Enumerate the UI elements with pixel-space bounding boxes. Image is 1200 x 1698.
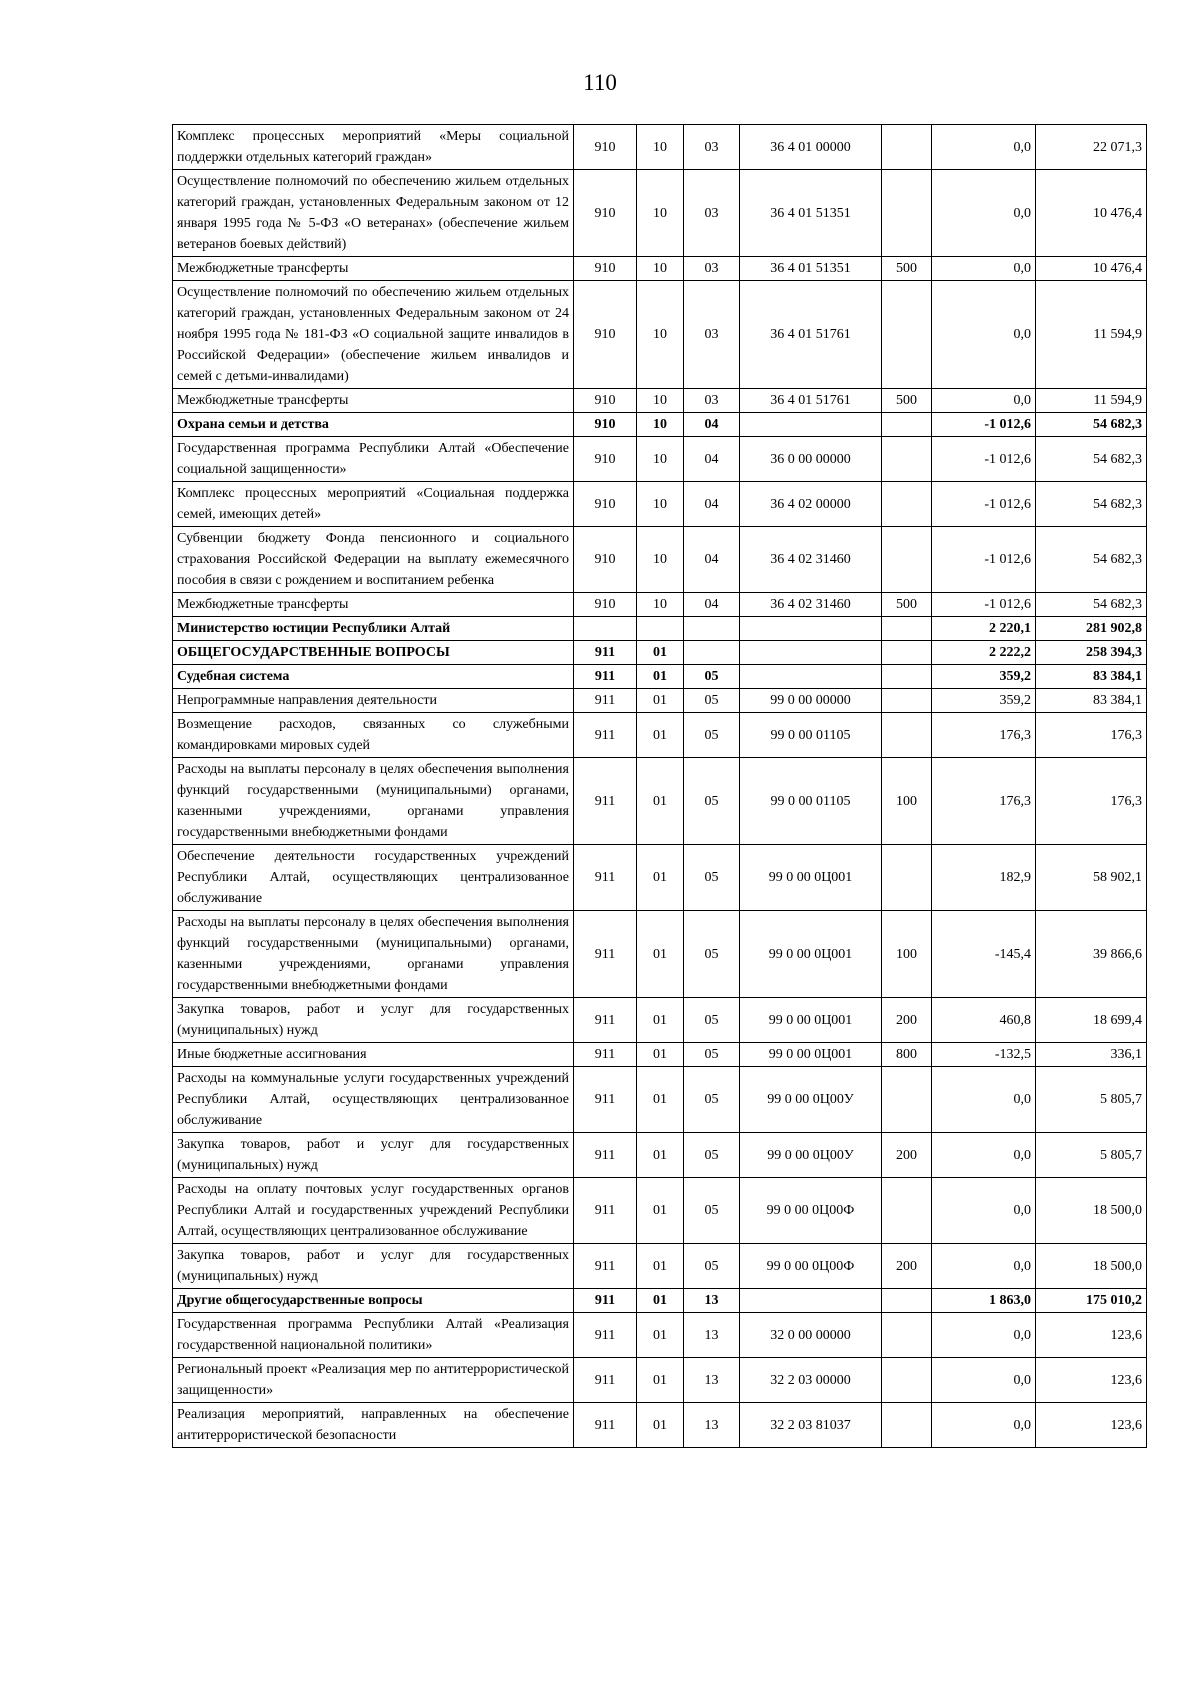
- ministry-code-cell: 910: [574, 389, 637, 413]
- subsection-code-cell: 13: [684, 1289, 740, 1313]
- amount-change-cell: -132,5: [932, 1043, 1036, 1067]
- table-row: [173, 257, 1147, 281]
- expense-type-code-cell: [882, 713, 932, 758]
- expense-type-code-cell: [882, 1358, 932, 1403]
- amount-change-cell: 0,0: [932, 281, 1036, 389]
- item-name-cell: Межбюджетные трансферты: [173, 593, 574, 617]
- expense-type-code-cell: 500: [882, 257, 932, 281]
- ministry-code-cell: [574, 617, 637, 641]
- ministry-code-cell: 910: [574, 482, 637, 527]
- amount-total-cell: 54 682,3: [1036, 593, 1147, 617]
- item-name-cell: Межбюджетные трансферты: [173, 257, 574, 281]
- section-code-cell: 10: [637, 527, 684, 593]
- table-row: [173, 641, 1147, 665]
- target-article-code-cell: 36 4 02 31460: [740, 527, 882, 593]
- amount-change-cell: -1 012,6: [932, 527, 1036, 593]
- expense-type-code-cell: 200: [882, 998, 932, 1043]
- target-article-code-cell: 99 0 00 01105: [740, 713, 882, 758]
- item-name-cell: Другие общегосударственные вопросы: [173, 1289, 574, 1313]
- amount-total-cell: 5 805,7: [1036, 1067, 1147, 1133]
- table-row: [173, 1358, 1147, 1403]
- amount-total-cell: 39 866,6: [1036, 911, 1147, 998]
- amount-change-cell: -1 012,6: [932, 437, 1036, 482]
- amount-change-cell: 0,0: [932, 1133, 1036, 1178]
- amount-total-cell: 54 682,3: [1036, 437, 1147, 482]
- subsection-code-cell: 03: [684, 170, 740, 257]
- subsection-code-cell: 03: [684, 257, 740, 281]
- amount-total-cell: 18 500,0: [1036, 1178, 1147, 1244]
- ministry-code-cell: 910: [574, 170, 637, 257]
- amount-change-cell: 2 222,2: [932, 641, 1036, 665]
- table-row: [173, 527, 1147, 593]
- expense-type-code-cell: 100: [882, 758, 932, 845]
- budget-table: [172, 124, 1147, 1448]
- table-row: [173, 1403, 1147, 1448]
- expense-type-code-cell: [882, 170, 932, 257]
- amount-total-cell: 58 902,1: [1036, 845, 1147, 911]
- amount-change-cell: 2 220,1: [932, 617, 1036, 641]
- table-row: [173, 593, 1147, 617]
- amount-change-cell: 0,0: [932, 1178, 1036, 1244]
- subsection-code-cell: 05: [684, 713, 740, 758]
- amount-total-cell: 336,1: [1036, 1043, 1147, 1067]
- subsection-code-cell: 04: [684, 527, 740, 593]
- amount-change-cell: 176,3: [932, 713, 1036, 758]
- ministry-code-cell: 911: [574, 1313, 637, 1358]
- subsection-code-cell: 05: [684, 689, 740, 713]
- section-code-cell: [637, 617, 684, 641]
- amount-change-cell: -145,4: [932, 911, 1036, 998]
- item-name-cell: Возмещение расходов, связанных со служебными командировками мировых судей: [173, 713, 574, 758]
- expense-type-code-cell: [882, 413, 932, 437]
- section-code-cell: 10: [637, 257, 684, 281]
- item-name-cell: Межбюджетные трансферты: [173, 389, 574, 413]
- subsection-code-cell: 05: [684, 1244, 740, 1289]
- target-article-code-cell: 36 4 01 00000: [740, 125, 882, 170]
- section-code-cell: 01: [637, 1067, 684, 1133]
- table-row: [173, 845, 1147, 911]
- section-code-cell: 10: [637, 413, 684, 437]
- target-article-code-cell: 99 0 00 00000: [740, 689, 882, 713]
- subsection-code-cell: 05: [684, 665, 740, 689]
- section-code-cell: 10: [637, 482, 684, 527]
- section-code-cell: 01: [637, 1043, 684, 1067]
- table-row: [173, 617, 1147, 641]
- section-code-cell: 10: [637, 437, 684, 482]
- amount-change-cell: 0,0: [932, 1358, 1036, 1403]
- ministry-code-cell: 911: [574, 1358, 637, 1403]
- target-article-code-cell: 99 0 00 0Ц001: [740, 998, 882, 1043]
- expense-type-code-cell: [882, 527, 932, 593]
- table-row: [173, 281, 1147, 389]
- ministry-code-cell: 911: [574, 1289, 637, 1313]
- table-row: [173, 689, 1147, 713]
- target-article-code-cell: 99 0 00 0Ц001: [740, 911, 882, 998]
- amount-total-cell: 10 476,4: [1036, 257, 1147, 281]
- item-name-cell: Комплекс процессных мероприятий «Социальная поддержка семей, имеющих детей»: [173, 482, 574, 527]
- item-name-cell: Закупка товаров, работ и услуг для государственных (муниципальных) нужд: [173, 998, 574, 1043]
- target-article-code-cell: 99 0 00 0Ц001: [740, 1043, 882, 1067]
- amount-change-cell: -1 012,6: [932, 593, 1036, 617]
- expense-type-code-cell: 500: [882, 593, 932, 617]
- amount-change-cell: 0,0: [932, 170, 1036, 257]
- amount-change-cell: 0,0: [932, 1244, 1036, 1289]
- section-code-cell: 01: [637, 911, 684, 998]
- table-row: [173, 413, 1147, 437]
- page-number: 110: [583, 70, 617, 95]
- target-article-code-cell: 36 4 01 51761: [740, 389, 882, 413]
- target-article-code-cell: 36 0 00 00000: [740, 437, 882, 482]
- amount-total-cell: 18 500,0: [1036, 1244, 1147, 1289]
- item-name-cell: Иные бюджетные ассигнования: [173, 1043, 574, 1067]
- ministry-code-cell: 911: [574, 1067, 637, 1133]
- subsection-code-cell: 05: [684, 1043, 740, 1067]
- table-row: [173, 170, 1147, 257]
- subsection-code-cell: 13: [684, 1403, 740, 1448]
- item-name-cell: Реализация мероприятий, направленных на обеспечение антитеррористической безопасности: [173, 1403, 574, 1448]
- subsection-code-cell: [684, 641, 740, 665]
- amount-total-cell: 18 699,4: [1036, 998, 1147, 1043]
- amount-total-cell: 258 394,3: [1036, 641, 1147, 665]
- ministry-code-cell: 911: [574, 1403, 637, 1448]
- target-article-code-cell: 32 0 00 00000: [740, 1313, 882, 1358]
- amount-total-cell: 54 682,3: [1036, 482, 1147, 527]
- section-code-cell: 10: [637, 593, 684, 617]
- table-row: [173, 1133, 1147, 1178]
- table-row: [173, 482, 1147, 527]
- section-code-cell: 10: [637, 170, 684, 257]
- expense-type-code-cell: [882, 1178, 932, 1244]
- item-name-cell: Министерство юстиции Республики Алтай: [173, 617, 574, 641]
- amount-change-cell: 0,0: [932, 1067, 1036, 1133]
- item-name-cell: Субвенции бюджету Фонда пенсионного и социального страхования Российской Федерации на выплату ежемесячного пособия в связи с рождением и воспитанием ребенка: [173, 527, 574, 593]
- subsection-code-cell: 03: [684, 389, 740, 413]
- section-code-cell: 01: [637, 845, 684, 911]
- amount-change-cell: 0,0: [932, 1403, 1036, 1448]
- subsection-code-cell: 05: [684, 845, 740, 911]
- amount-total-cell: 123,6: [1036, 1403, 1147, 1448]
- table-row: [173, 1178, 1147, 1244]
- item-name-cell: Охрана семьи и детства: [173, 413, 574, 437]
- target-article-code-cell: 36 4 02 00000: [740, 482, 882, 527]
- item-name-cell: Судебная система: [173, 665, 574, 689]
- section-code-cell: 10: [637, 389, 684, 413]
- expense-type-code-cell: [882, 281, 932, 389]
- amount-total-cell: 83 384,1: [1036, 665, 1147, 689]
- amount-total-cell: 175 010,2: [1036, 1289, 1147, 1313]
- subsection-code-cell: 04: [684, 482, 740, 527]
- amount-change-cell: 0,0: [932, 257, 1036, 281]
- section-code-cell: 01: [637, 713, 684, 758]
- table-row: [173, 1313, 1147, 1358]
- section-code-cell: 01: [637, 1244, 684, 1289]
- item-name-cell: Закупка товаров, работ и услуг для государственных (муниципальных) нужд: [173, 1133, 574, 1178]
- amount-total-cell: 83 384,1: [1036, 689, 1147, 713]
- expense-type-code-cell: [882, 1403, 932, 1448]
- subsection-code-cell: 05: [684, 1067, 740, 1133]
- subsection-code-cell: [684, 617, 740, 641]
- amount-change-cell: 0,0: [932, 389, 1036, 413]
- ministry-code-cell: 910: [574, 413, 637, 437]
- amount-total-cell: 123,6: [1036, 1358, 1147, 1403]
- subsection-code-cell: 04: [684, 437, 740, 482]
- amount-total-cell: 123,6: [1036, 1313, 1147, 1358]
- ministry-code-cell: 910: [574, 527, 637, 593]
- subsection-code-cell: 03: [684, 281, 740, 389]
- target-article-code-cell: [740, 641, 882, 665]
- ministry-code-cell: 911: [574, 1244, 637, 1289]
- amount-total-cell: 22 071,3: [1036, 125, 1147, 170]
- ministry-code-cell: 911: [574, 1133, 637, 1178]
- subsection-code-cell: 04: [684, 413, 740, 437]
- table-row: [173, 437, 1147, 482]
- amount-change-cell: 0,0: [932, 1313, 1036, 1358]
- expense-type-code-cell: [882, 845, 932, 911]
- item-name-cell: Расходы на выплаты персоналу в целях обеспечения выполнения функций государственными (муниципальными) органами, казенными учреждениями, органами управления государственными внебюджетными фондами: [173, 758, 574, 845]
- section-code-cell: 01: [637, 1178, 684, 1244]
- section-code-cell: 01: [637, 1358, 684, 1403]
- expense-type-code-cell: [882, 1067, 932, 1133]
- amount-total-cell: 11 594,9: [1036, 389, 1147, 413]
- item-name-cell: Расходы на выплаты персоналу в целях обеспечения выполнения функций государственными (муниципальными) органами, казенными учреждениями, органами управления государственными внебюджетными фондами: [173, 911, 574, 998]
- amount-change-cell: 359,2: [932, 689, 1036, 713]
- item-name-cell: Государственная программа Республики Алтай «Обеспечение социальной защищенности»: [173, 437, 574, 482]
- table-row: [173, 713, 1147, 758]
- section-code-cell: 01: [637, 665, 684, 689]
- target-article-code-cell: 36 4 02 31460: [740, 593, 882, 617]
- target-article-code-cell: 99 0 00 0Ц001: [740, 845, 882, 911]
- subsection-code-cell: 13: [684, 1313, 740, 1358]
- section-code-cell: 01: [637, 641, 684, 665]
- amount-change-cell: -1 012,6: [932, 482, 1036, 527]
- amount-total-cell: 176,3: [1036, 713, 1147, 758]
- expense-type-code-cell: [882, 1289, 932, 1313]
- expense-type-code-cell: [882, 665, 932, 689]
- table-row: [173, 1244, 1147, 1289]
- target-article-code-cell: 32 2 03 81037: [740, 1403, 882, 1448]
- section-code-cell: 01: [637, 1403, 684, 1448]
- amount-total-cell: 54 682,3: [1036, 413, 1147, 437]
- amount-total-cell: 11 594,9: [1036, 281, 1147, 389]
- expense-type-code-cell: [882, 1313, 932, 1358]
- item-name-cell: Региональный проект «Реализация мер по антитеррористической защищенности»: [173, 1358, 574, 1403]
- item-name-cell: Государственная программа Республики Алтай «Реализация государственной национальной политики»: [173, 1313, 574, 1358]
- item-name-cell: Осуществление полномочий по обеспечению жильем отдельных категорий граждан, установленных Федеральным законом от 12 января 1995 года № 5-ФЗ «О ветеранах» (обеспечение жильем ветеранов боевых действий): [173, 170, 574, 257]
- amount-change-cell: 176,3: [932, 758, 1036, 845]
- item-name-cell: Обеспечение деятельности государственных учреждений Республики Алтай, осуществляющих централизованное обслуживание: [173, 845, 574, 911]
- section-code-cell: 01: [637, 758, 684, 845]
- expense-type-code-cell: 200: [882, 1133, 932, 1178]
- table-row: [173, 665, 1147, 689]
- subsection-code-cell: 05: [684, 758, 740, 845]
- target-article-code-cell: 99 0 00 0Ц00У: [740, 1133, 882, 1178]
- ministry-code-cell: 911: [574, 1043, 637, 1067]
- table-row: [173, 389, 1147, 413]
- ministry-code-cell: 910: [574, 125, 637, 170]
- subsection-code-cell: 05: [684, 911, 740, 998]
- ministry-code-cell: 910: [574, 281, 637, 389]
- target-article-code-cell: [740, 1289, 882, 1313]
- item-name-cell: Расходы на оплату почтовых услуг государственных органов Республики Алтай и государственных учреждений Республики Алтай, осуществляющих централизованное обслуживание: [173, 1178, 574, 1244]
- amount-total-cell: 176,3: [1036, 758, 1147, 845]
- expense-type-code-cell: 500: [882, 389, 932, 413]
- expense-type-code-cell: [882, 617, 932, 641]
- ministry-code-cell: 910: [574, 437, 637, 482]
- target-article-code-cell: 99 0 00 01105: [740, 758, 882, 845]
- section-code-cell: 01: [637, 1313, 684, 1358]
- subsection-code-cell: 04: [684, 593, 740, 617]
- table-row: [173, 758, 1147, 845]
- target-article-code-cell: [740, 413, 882, 437]
- ministry-code-cell: 911: [574, 998, 637, 1043]
- expense-type-code-cell: [882, 482, 932, 527]
- target-article-code-cell: [740, 617, 882, 641]
- item-name-cell: Комплекс процессных мероприятий «Меры социальной поддержки отдельных категорий граждан»: [173, 125, 574, 170]
- ministry-code-cell: 910: [574, 593, 637, 617]
- table-row: [173, 1289, 1147, 1313]
- ministry-code-cell: 911: [574, 911, 637, 998]
- amount-total-cell: 10 476,4: [1036, 170, 1147, 257]
- target-article-code-cell: 36 4 01 51761: [740, 281, 882, 389]
- section-code-cell: 01: [637, 1289, 684, 1313]
- ministry-code-cell: 910: [574, 257, 637, 281]
- section-code-cell: 01: [637, 998, 684, 1043]
- target-article-code-cell: [740, 665, 882, 689]
- section-code-cell: 01: [637, 1133, 684, 1178]
- budget-table-body: [173, 125, 1147, 1448]
- amount-change-cell: 182,9: [932, 845, 1036, 911]
- section-code-cell: 01: [637, 689, 684, 713]
- amount-total-cell: 281 902,8: [1036, 617, 1147, 641]
- amount-change-cell: 0,0: [932, 125, 1036, 170]
- expense-type-code-cell: 100: [882, 911, 932, 998]
- target-article-code-cell: 99 0 00 0Ц00Ф: [740, 1178, 882, 1244]
- section-code-cell: 10: [637, 125, 684, 170]
- subsection-code-cell: 03: [684, 125, 740, 170]
- target-article-code-cell: 32 2 03 00000: [740, 1358, 882, 1403]
- ministry-code-cell: 911: [574, 1178, 637, 1244]
- ministry-code-cell: 911: [574, 845, 637, 911]
- table-row: [173, 911, 1147, 998]
- expense-type-code-cell: 200: [882, 1244, 932, 1289]
- ministry-code-cell: 911: [574, 713, 637, 758]
- amount-change-cell: -1 012,6: [932, 413, 1036, 437]
- expense-type-code-cell: [882, 689, 932, 713]
- target-article-code-cell: 99 0 00 0Ц00У: [740, 1067, 882, 1133]
- subsection-code-cell: 05: [684, 1133, 740, 1178]
- subsection-code-cell: 05: [684, 998, 740, 1043]
- table-row: [173, 1067, 1147, 1133]
- section-code-cell: 10: [637, 281, 684, 389]
- amount-change-cell: 359,2: [932, 665, 1036, 689]
- item-name-cell: Расходы на коммунальные услуги государственных учреждений Республики Алтай, осуществляющих централизованное обслуживание: [173, 1067, 574, 1133]
- ministry-code-cell: 911: [574, 689, 637, 713]
- expense-type-code-cell: [882, 125, 932, 170]
- amount-change-cell: 460,8: [932, 998, 1036, 1043]
- table-row: [173, 998, 1147, 1043]
- target-article-code-cell: 36 4 01 51351: [740, 257, 882, 281]
- amount-total-cell: 5 805,7: [1036, 1133, 1147, 1178]
- item-name-cell: Закупка товаров, работ и услуг для государственных (муниципальных) нужд: [173, 1244, 574, 1289]
- subsection-code-cell: 05: [684, 1178, 740, 1244]
- expense-type-code-cell: 800: [882, 1043, 932, 1067]
- ministry-code-cell: 911: [574, 641, 637, 665]
- ministry-code-cell: 911: [574, 758, 637, 845]
- item-name-cell: Непрограммные направления деятельности: [173, 689, 574, 713]
- subsection-code-cell: 13: [684, 1358, 740, 1403]
- expense-type-code-cell: [882, 437, 932, 482]
- ministry-code-cell: 911: [574, 665, 637, 689]
- target-article-code-cell: 99 0 00 0Ц00Ф: [740, 1244, 882, 1289]
- amount-change-cell: 1 863,0: [932, 1289, 1036, 1313]
- amount-total-cell: 54 682,3: [1036, 527, 1147, 593]
- expense-type-code-cell: [882, 641, 932, 665]
- item-name-cell: Осуществление полномочий по обеспечению жильем отдельных категорий граждан, установленных Федеральным законом от 24 ноября 1995 года № 181-ФЗ «О социальной защите инвалидов в Российской Федерации» (обеспечение жильем инвалидов и семей с детьми-инвалидами): [173, 281, 574, 389]
- table-row: [173, 1043, 1147, 1067]
- table-row: [173, 125, 1147, 170]
- target-article-code-cell: 36 4 01 51351: [740, 170, 882, 257]
- item-name-cell: ОБЩЕГОСУДАРСТВЕННЫЕ ВОПРОСЫ: [173, 641, 574, 665]
